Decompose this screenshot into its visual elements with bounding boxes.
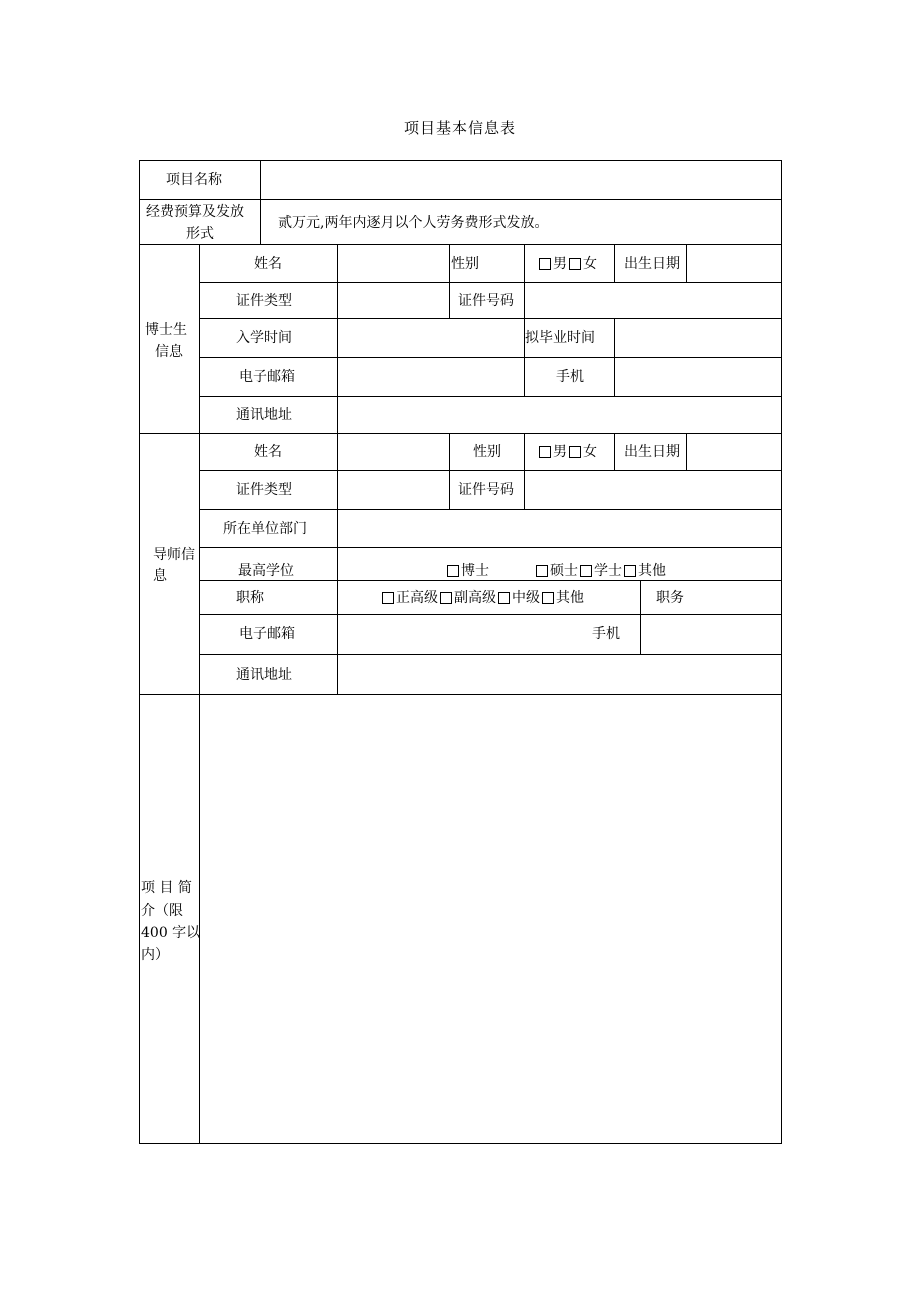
intro-label-line4: 内） [141,947,169,963]
advisor-birth-field[interactable] [688,435,780,469]
advisor-address-label: 通讯地址 [236,667,292,683]
phd-name-label: 姓名 [254,256,282,272]
degree-options-rest [536,562,666,580]
phd-section-label-line2: 信息 [155,344,183,360]
page-title: 项目基本信息表 [403,119,516,137]
advisor-gender-options [539,443,597,461]
phd-id-type-field[interactable] [339,284,448,317]
advisor-section-label-line2: 息 [153,568,167,584]
phd-gender-options [539,255,597,273]
advisor-female-label: 女 [583,444,597,460]
advisor-phone-field[interactable] [642,616,780,653]
degree-other-checkbox[interactable] [624,565,636,577]
phd-female-checkbox[interactable] [569,258,581,270]
degree-master-checkbox[interactable] [536,565,548,577]
intro-text-area[interactable] [201,696,780,1142]
advisor-gender-label: 性别 [473,444,501,460]
advisor-degree-label: 最高学位 [238,563,294,579]
title-other-label: 其他 [556,590,584,606]
title-senior-checkbox[interactable] [382,592,394,604]
phd-birth-field[interactable] [688,246,780,281]
advisor-id-type-field[interactable] [339,472,448,508]
phd-name-field[interactable] [339,246,448,281]
title-intermediate-checkbox[interactable] [498,592,510,604]
budget-label-line1: 经费预算及发放 [146,204,244,220]
title-associate-label: 副高级 [454,590,496,606]
advisor-name-label: 姓名 [254,444,282,460]
phd-id-type-label: 证件类型 [236,293,292,309]
budget-text: 贰万元,两年内逐月以个人劳务费形式发放。 [278,215,549,231]
advisor-id-number-field[interactable] [526,472,780,508]
degree-other-label: 其他 [638,563,666,579]
phd-phone-field[interactable] [616,359,780,395]
phd-enroll-label: 入学时间 [236,330,292,346]
title-options [382,589,584,607]
phd-id-number-label: 证件号码 [458,293,514,309]
phd-gender-label: 性别 [451,256,479,272]
intro-label-line2: 介（限 [141,903,183,919]
advisor-duty-field[interactable] [690,582,780,613]
phd-female-label: 女 [583,256,597,272]
advisor-email-label: 电子邮箱 [239,626,295,642]
degree-doctor-label: 博士 [461,563,489,579]
advisor-id-type-label: 证件类型 [236,482,292,498]
project-name-field[interactable] [262,162,780,198]
advisor-address-field[interactable] [339,656,780,693]
phd-phone-label: 手机 [556,369,584,385]
advisor-id-number-label: 证件号码 [458,482,514,498]
intro-label-line1: 项 目 简 [141,880,192,896]
advisor-name-field[interactable] [339,435,448,469]
title-associate-checkbox[interactable] [440,592,452,604]
advisor-male-label: 男 [553,444,567,460]
phd-male-checkbox[interactable] [539,258,551,270]
intro-label-line3: 400 字以 [141,925,201,941]
title-senior-label: 正高级 [396,590,438,606]
advisor-duty-label: 职务 [656,590,684,606]
advisor-male-checkbox[interactable] [539,446,551,458]
budget-label-line2: 形式 [186,226,214,242]
phd-section-label-line1: 博士生 [145,322,187,338]
advisor-title-label: 职称 [236,590,264,606]
phd-grad-label: 拟毕业时间 [525,330,595,346]
project-name-label: 项目名称 [166,172,222,188]
degree-option-doctor[interactable] [447,562,489,580]
advisor-phone-label: 手机 [592,626,620,642]
advisor-dept-label: 所在单位部门 [223,521,307,537]
phd-grad-field[interactable] [616,320,780,356]
advisor-section-label-line1: 导师信 [153,547,195,563]
advisor-birth-label: 出生日期 [624,444,680,460]
title-intermediate-label: 中级 [512,590,540,606]
phd-enroll-field[interactable] [339,320,523,356]
phd-birth-label: 出生日期 [624,256,680,272]
phd-id-number-field[interactable] [526,284,780,317]
phd-email-field[interactable] [339,359,523,395]
advisor-female-checkbox[interactable] [569,446,581,458]
phd-address-label: 通讯地址 [236,407,292,423]
title-other-checkbox[interactable] [542,592,554,604]
advisor-dept-field[interactable] [339,511,780,546]
degree-bachelor-checkbox[interactable] [580,565,592,577]
phd-male-label: 男 [553,256,567,272]
degree-doctor-checkbox[interactable] [447,565,459,577]
phd-address-field[interactable] [339,398,780,432]
degree-bachelor-label: 学士 [594,563,622,579]
phd-email-label: 电子邮箱 [239,369,295,385]
advisor-email-field[interactable] [339,616,579,653]
degree-master-label: 硕士 [550,563,578,579]
